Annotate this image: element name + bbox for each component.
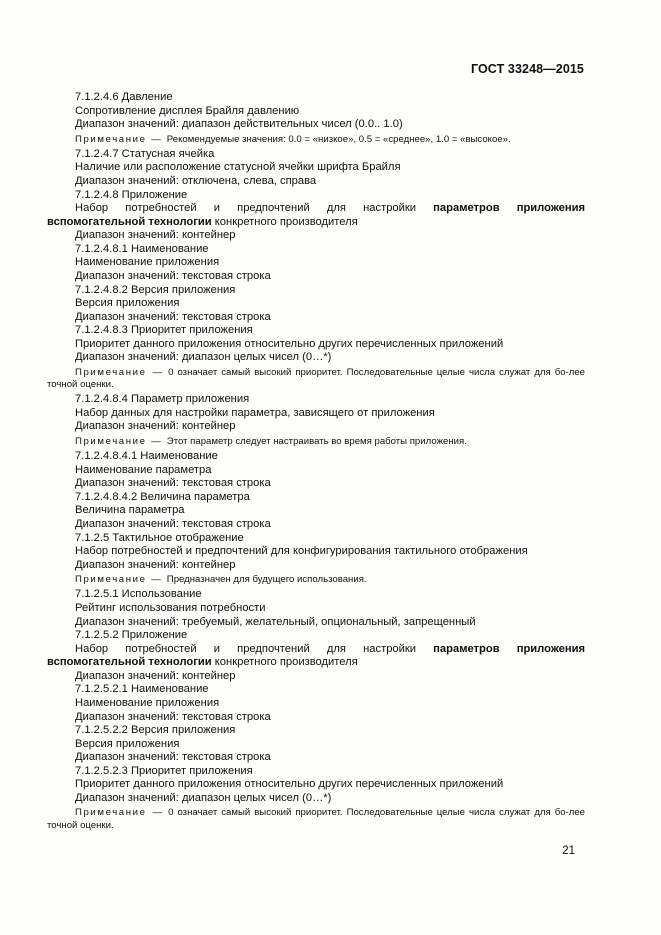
value-range: Диапазон значений: текстовая строка — [75, 518, 271, 530]
clause-description: Наименование приложения — [75, 696, 220, 709]
clause-heading: 7.1.2.5.1 Использование — [75, 588, 202, 601]
value-range: Диапазон значений: диапазон целых чисел (0…*) — [75, 351, 332, 364]
value-range: Диапазон значений: требуемый, желательный, опциональный, запрещенный — [75, 615, 476, 628]
document-body — [47, 91, 585, 834]
note-label: Примечание — [75, 435, 147, 447]
clause-description: Сопротивление дисплея Брайля давлению — [75, 104, 300, 117]
clause-heading: 7.1.2.4.8 Приложение — [75, 188, 188, 201]
paragraph-text: Набор потребностей и предпочтений для настройки — [75, 202, 434, 215]
clause-heading: 7.1.2.4.6 Давление — [75, 91, 173, 103]
clause-heading: 7.1.2.4.8.3 Приоритет приложения — [75, 324, 253, 337]
page-number: 21 — [562, 845, 575, 857]
paragraph-bold-term: параметров приложения вспомогательной технологии — [47, 202, 585, 228]
paragraph-text: конкретного производителя — [211, 656, 358, 669]
clause-description: Рейтинг использования потребности — [75, 602, 266, 615]
value-range: Диапазон значений: контейнер — [75, 669, 236, 682]
clause-heading: 7.1.2.5.2.3 Приоритет приложения — [75, 764, 253, 777]
note-dash: — — [152, 366, 163, 378]
clause-heading: 7.1.2.4.8.4.1 Наименование — [75, 450, 218, 463]
paragraph-text: Набор потребностей и предпочтений для настройки — [75, 642, 434, 655]
clause-heading: 7.1.2.5.2.2 Версия приложения — [75, 724, 236, 737]
note-text: Предназначен для будущего использования. — [166, 574, 367, 586]
clause-description: Набор данных для настройки параметра, зависящего от приложения — [75, 406, 435, 419]
clause-description: Приоритет данного приложения относительно других перечисленных приложений — [75, 778, 504, 791]
clause-description: Версия приложения — [75, 737, 180, 750]
note-dash: — — [152, 807, 163, 819]
clause-heading: 7.1.2.4.8.1 Наименование — [75, 242, 209, 255]
clause-description: Приоритет данного приложения относительно других перечисленных приложений — [75, 337, 504, 350]
clause-description-paragraph — [47, 202, 585, 229]
page-header-standard: ГОСТ 33248—2015 — [470, 62, 584, 76]
value-range: Диапазон значений: текстовая строка — [75, 751, 271, 764]
note-dash: — — [151, 574, 161, 586]
note — [47, 134, 585, 146]
note-text: Этот параметр следует настраивать во время работы приложения. — [166, 435, 467, 447]
note — [47, 436, 585, 448]
note-label: Примечание — [75, 133, 147, 145]
clause-heading: 7.1.2.5.2 Приложение — [75, 629, 188, 642]
note — [47, 574, 585, 586]
note-label: Примечание — [75, 574, 147, 586]
note-label: Примечание — [75, 807, 147, 819]
clause-description: Наличие или расположение статусной ячейки шрифта Брайля — [75, 161, 401, 174]
clause-description: Версия приложения — [75, 297, 180, 310]
value-range: Диапазон значений: текстовая строка — [75, 310, 271, 323]
clause-heading: 7.1.2.4.8.4 Параметр приложения — [75, 393, 250, 406]
value-range: Диапазон значений: текстовая строка — [75, 477, 271, 490]
value-range: Диапазон значений: контейнер — [75, 229, 236, 242]
note — [47, 807, 585, 831]
value-range: Диапазон значений: диапазон действительных чисел (0.0.. 1.0) — [75, 118, 403, 131]
clause-heading: 7.1.2.4.8.4.2 Величина параметра — [75, 490, 250, 503]
note-dash: — — [151, 435, 161, 447]
note-text: 0 означает самый высокий приоритет. Последовательные целые числа служат для бо-лее точной оценки. — [47, 366, 585, 391]
clause-description: Наименование параметра — [75, 463, 212, 476]
clause-heading: 7.1.2.4.7 Статусная ячейка — [75, 147, 215, 160]
clause-heading: 7.1.2.5.2.1 Наименование — [75, 683, 209, 696]
clause-description: Набор потребностей и предпочтений для конфигурирования тактильного отображения — [75, 545, 528, 558]
note-text: Рекомендуемые значения: 0.0 = «низкое», 0.5 = «среднее», 1.0 = «высокое». — [166, 133, 511, 145]
paragraph-bold-term: параметров приложения вспомогательной технологии — [47, 642, 585, 669]
note-label: Примечание — [75, 366, 147, 378]
value-range: Диапазон значений: текстовая строка — [75, 710, 271, 723]
value-range: Диапазон значений: контейнер — [75, 558, 236, 571]
clause-heading: 7.1.2.4.8.2 Версия приложения — [75, 283, 236, 296]
note-dash: — — [151, 133, 161, 145]
clause-description-paragraph — [47, 643, 585, 670]
clause-heading: 7.1.2.5 Тактильное отображение — [75, 531, 244, 544]
clause-description: Наименование приложения — [75, 256, 220, 269]
value-range: Диапазон значений: текстовая строка — [75, 269, 271, 282]
value-range: Диапазон значений: диапазон целых чисел (0…*) — [75, 791, 332, 804]
paragraph-text: конкретного производителя — [211, 215, 358, 228]
value-range: Диапазон значений: отключена, слева, справа — [75, 175, 317, 188]
note-text: 0 означает самый высокий приоритет. Последовательные целые числа служат для бо-лее точной оценки. — [47, 807, 585, 831]
clause-description: Величина параметра — [75, 504, 185, 517]
value-range: Диапазон значений: контейнер — [75, 420, 236, 433]
note — [47, 367, 585, 391]
